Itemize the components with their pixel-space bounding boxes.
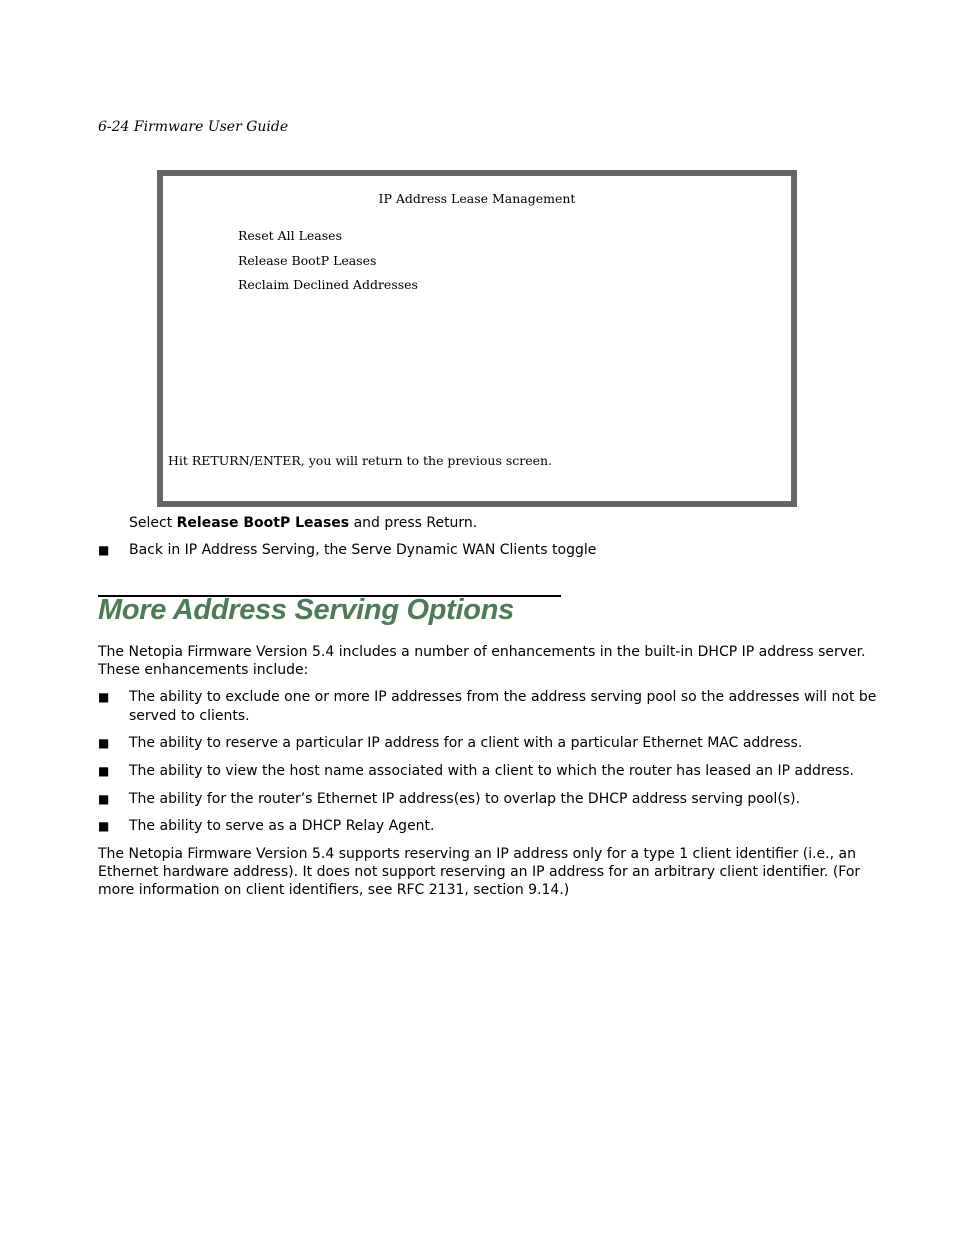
closing-line: Ethernet hardware address). It does not support reserving an IP address for an arbitrary client identifier. (For <box>98 864 861 880</box>
instruction-text <box>129 514 477 532</box>
bullet-text: Back in IP Address Serving, the Serve Dynamic WAN Clients toggle <box>129 542 597 558</box>
instruction-suffix: and press Return. <box>349 515 478 531</box>
instruction-prefix: Select <box>129 515 177 531</box>
instruction-bold: Release BootP Leases <box>176 515 350 531</box>
intro-line: The Netopia Firmware Version 5.4 includes a number of enhancements in the built-in DHCP IP address server. <box>98 644 866 660</box>
bullet-marker: ■ <box>98 792 110 806</box>
list-item: The ability to serve as a DHCP Relay Agent. <box>129 818 435 834</box>
screen-title: IP Address Lease Management <box>378 191 576 206</box>
list-item: The ability to exclude one or more IP addresses from the address serving pool so the addresses will not be <box>129 689 877 705</box>
list-item: The ability for the router’s Ethernet IP address(es) to overlap the DHCP address serving pool(s). <box>129 791 800 807</box>
bullet-marker: ■ <box>98 764 110 778</box>
menu-item-reclaim-declined-addresses[interactable]: Reclaim Declined Addresses <box>238 277 418 292</box>
bullet-marker: ■ <box>98 736 110 750</box>
list-item: The ability to view the host name associated with a client to which the router has leased an IP address. <box>129 763 854 779</box>
bullet-marker: ■ <box>98 690 110 704</box>
bullet-marker: ■ <box>98 543 110 557</box>
menu-item-reset-all-leases[interactable]: Reset All Leases <box>238 228 342 243</box>
screen-footer: Hit RETURN/ENTER, you will return to the previous screen. <box>168 453 553 468</box>
list-item: The ability to reserve a particular IP address for a client with a particular Ethernet MAC address. <box>129 735 803 751</box>
section-heading: More Address Serving Options <box>98 594 514 626</box>
closing-line: The Netopia Firmware Version 5.4 supports reserving an IP address only for a type 1 client identifier (i.e., an <box>98 846 856 862</box>
terminal-screen <box>157 170 797 507</box>
menu-item-release-bootp-leases[interactable]: Release BootP Leases <box>238 253 377 268</box>
closing-line: more information on client identifiers, see RFC 2131, section 9.14.) <box>98 882 570 898</box>
list-item: served to clients. <box>129 708 250 724</box>
intro-line: These enhancements include: <box>98 662 309 678</box>
running-header: 6-24 Firmware User Guide <box>98 119 289 135</box>
bullet-marker: ■ <box>98 819 110 833</box>
